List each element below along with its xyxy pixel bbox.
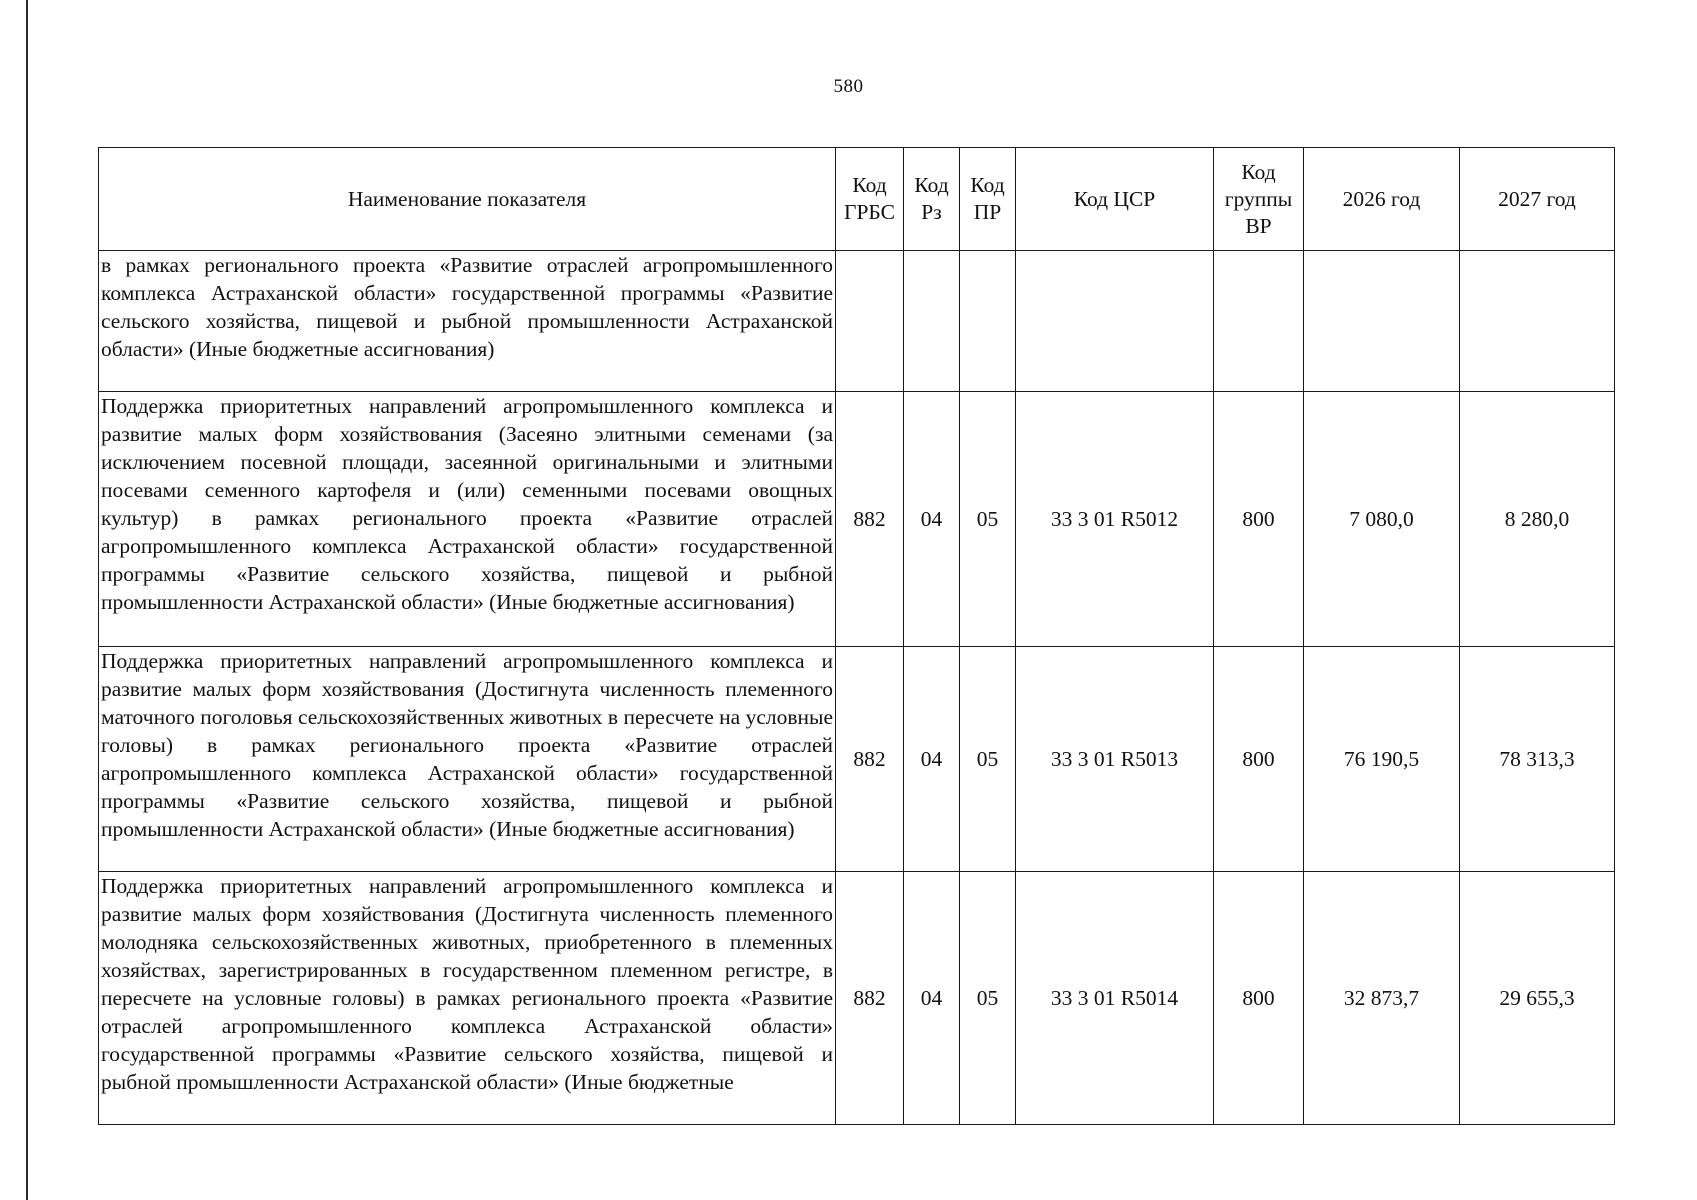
header-grbs: Код ГРБС (836, 148, 904, 251)
header-row (99, 148, 1615, 251)
cell-pr: 05 (960, 392, 1016, 647)
header-rz: Код Рз (904, 148, 960, 251)
cell-rz (904, 251, 960, 392)
table-row (99, 647, 1615, 872)
cell-2026 (1304, 251, 1460, 392)
cell-vr: 800 (1214, 872, 1304, 1125)
budget-table (98, 147, 1615, 1125)
cell-rz: 04 (904, 872, 960, 1125)
cell-grbs: 882 (836, 392, 904, 647)
header-vr: Код группы ВР (1214, 148, 1304, 251)
cell-csr: 33 3 01 R5013 (1016, 647, 1214, 872)
page-number: 580 (833, 76, 864, 97)
cell-grbs: 882 (836, 647, 904, 872)
cell-2026: 32 873,7 (1304, 872, 1460, 1125)
header-name: Наименование показателя (99, 148, 836, 251)
cell-2027: 8 280,0 (1460, 392, 1615, 647)
cell-2026: 7 080,0 (1304, 392, 1460, 647)
header-csr: Код ЦСР (1016, 148, 1214, 251)
header-2026: 2026 год (1304, 148, 1460, 251)
cell-2027 (1460, 251, 1615, 392)
header-pr: Код ПР (960, 148, 1016, 251)
cell-name: Поддержка приоритетных направлений агропромышленного комплекса и развитие малых форм хозяйствования (Достигнута численность племенного маточного поголовья сельскохозяйственных животных в пересчете на условные головы) в рамках регионального проекта «Развитие отраслей агропромышленного комплекса Астраханской области» государственной программы «Развитие сельского хозяйства, пищевой и рыбной промышленности Астраханской области» (Иные бюджетные ассигнования) (99, 647, 836, 872)
table-row (99, 251, 1615, 392)
cell-pr: 05 (960, 872, 1016, 1125)
cell-2026: 76 190,5 (1304, 647, 1460, 872)
cell-grbs (836, 251, 904, 392)
cell-name: в рамках регионального проекта «Развитие отраслей агропромышленного комплекса Астраханской области» государственной программы «Развитие сельского хозяйства, пищевой и рыбной промышленности Астраханской области» (Иные бюджетные ассигнования) (99, 251, 836, 392)
cell-vr (1214, 251, 1304, 392)
cell-csr (1016, 251, 1214, 392)
header-2027: 2027 год (1460, 148, 1615, 251)
table-header (99, 148, 1615, 251)
cell-vr: 800 (1214, 392, 1304, 647)
cell-csr: 33 3 01 R5012 (1016, 392, 1214, 647)
table-body (99, 251, 1615, 1125)
table-row (99, 392, 1615, 647)
cell-2027: 29 655,3 (1460, 872, 1615, 1125)
cell-name-text: Поддержка приоритетных направлений агропромышленного комплекса и развитие малых форм хозяйствования (Достигнута численность племенного молодняка сельскохозяйственных животных, приобретенного в племенных хозяйствах, зарегистрированных в государственном племенном регистре, в пересчете на условные головы) в рамках регионального проекта «Развитие отраслей агропромышленного комплекса Астраханской области» государственной программы «Развитие сельского хозяйства, пищевой и рыбной промышленности Астраханской области» (Иные бюджетные (101, 874, 833, 1094)
cell-grbs: 882 (836, 872, 904, 1125)
cell-name: Поддержка приоритетных направлений агропромышленного комплекса и развитие малых форм хозяйствования (Засеяно элитными семенами (за исключением посевной площади, засеянной оригинальными и элитными посевами семенного картофеля и (или) семенными посевами овощных культур) в рамках регионального проекта «Развитие отраслей агропромышленного комплекса Астраханской области» государственной программы «Развитие сельского хозяйства, пищевой и рыбной промышленности Астраханской области» (Иные бюджетные ассигнования) (99, 392, 836, 647)
cell-name (99, 872, 836, 1125)
table-row (99, 872, 1615, 1125)
cell-pr (960, 251, 1016, 392)
cell-rz: 04 (904, 647, 960, 872)
cell-2027: 78 313,3 (1460, 647, 1615, 872)
cell-csr: 33 3 01 R5014 (1016, 872, 1214, 1125)
scan-edge-line (26, 0, 28, 1200)
cell-pr: 05 (960, 647, 1016, 872)
cell-vr: 800 (1214, 647, 1304, 872)
cell-rz: 04 (904, 392, 960, 647)
